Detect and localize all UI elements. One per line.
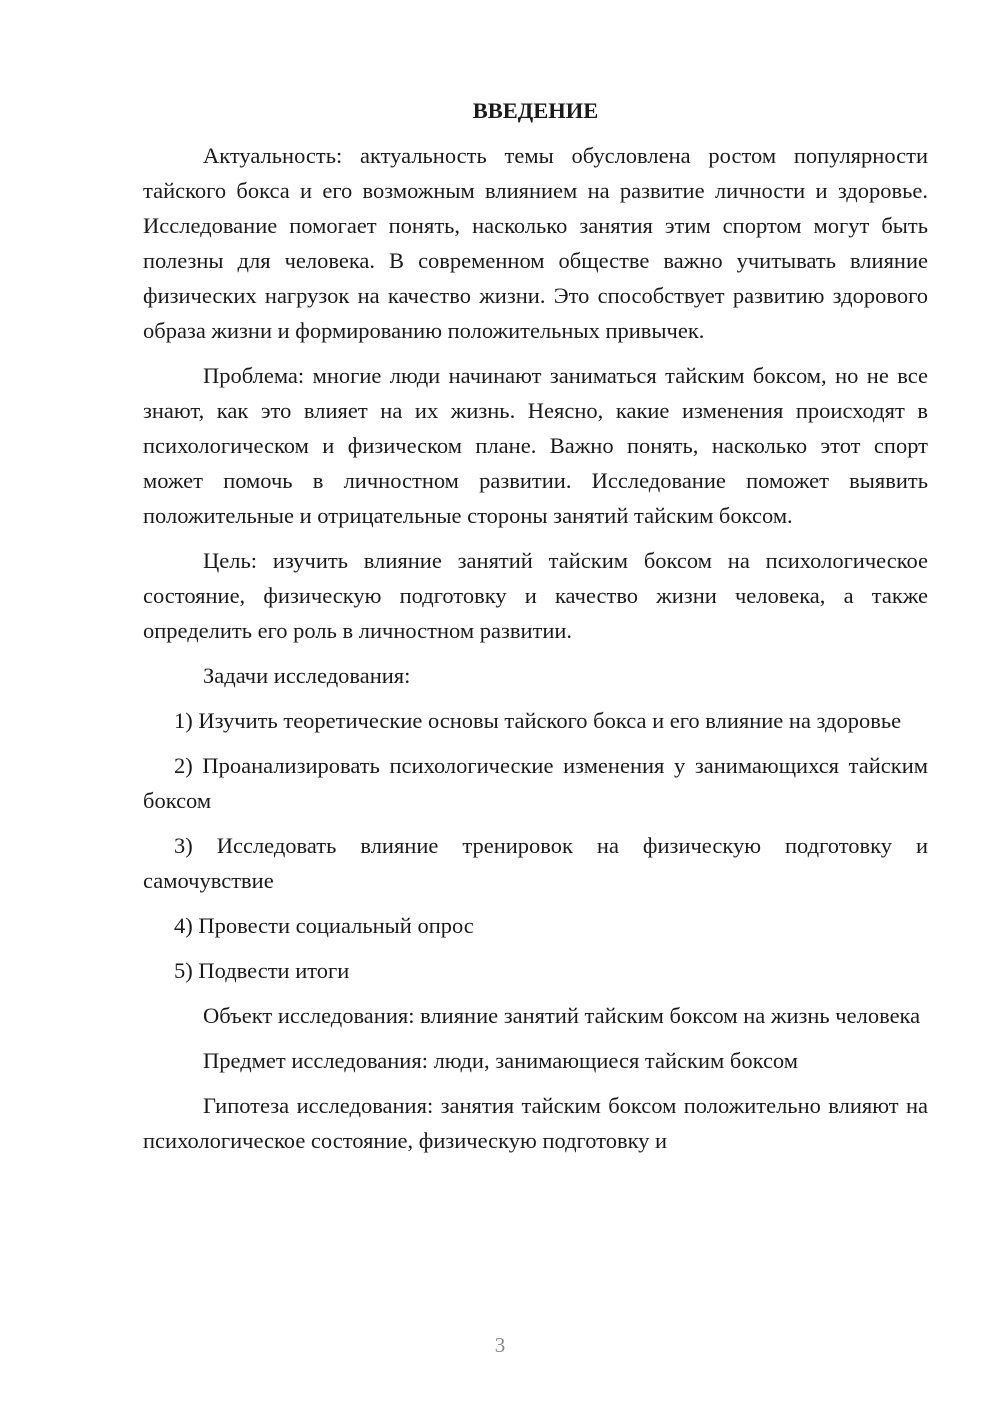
task-item-4: 4) Провести социальный опрос — [174, 913, 474, 938]
task-item-3: 3) Исследовать влияние тренировок на физическую подготовку и самочувствие — [143, 833, 928, 893]
problem-paragraph: Проблема: многие люди начинают заниматься тайским боксом, но не все знают, как это влияет на их жизнь. Неясно, какие изменения происходят в психологическом и физическом плане. Важно понять, насколько этот спорт может помочь в личностном развитии. Исследование поможет выявить положительные и отрицательные стороны занятий тайским боксом. — [143, 363, 928, 528]
page-number: 3 — [494, 1333, 506, 1357]
tasks-heading: Задачи исследования: — [203, 663, 411, 688]
task-item-5: 5) Подвести итоги — [174, 958, 350, 983]
goal-paragraph: Цель: изучить влияние занятий тайским боксом на психологическое состояние, физическую подготовку и качество жизни человека, а также определить его роль в личностном развитии. — [143, 548, 928, 643]
subject-paragraph: Предмет исследования: люди, занимающиеся тайским боксом — [203, 1048, 798, 1073]
task-item-1: 1) Изучить теоретические основы тайского бокса и его влияние на здоровье — [174, 708, 902, 733]
relevance-paragraph: Актуальность: актуальность темы обусловлена ростом популярности тайского бокса и его возможным влиянием на развитие личности и здоровье. Исследование помогает понять, насколько занятия этим спортом могут быть полезны для человека. В современном обществе важно учитывать влияние физических нагрузок на качество жизни. Это способствует развитию здорового образа жизни и формированию положительных привычек. — [143, 143, 928, 343]
hypothesis-paragraph: Гипотеза исследования: занятия тайским боксом положительно влияют на психологическое состояние, физическую подготовку и — [143, 1093, 928, 1153]
section-title: ВВЕДЕНИЕ — [472, 98, 599, 123]
text-body — [143, 92, 928, 1168]
object-paragraph: Объект исследования: влияние занятий тайским боксом на жизнь человека — [203, 1003, 921, 1028]
task-item-2: 2) Проанализировать психологические изменения у занимающихся тайским боксом — [143, 753, 928, 813]
